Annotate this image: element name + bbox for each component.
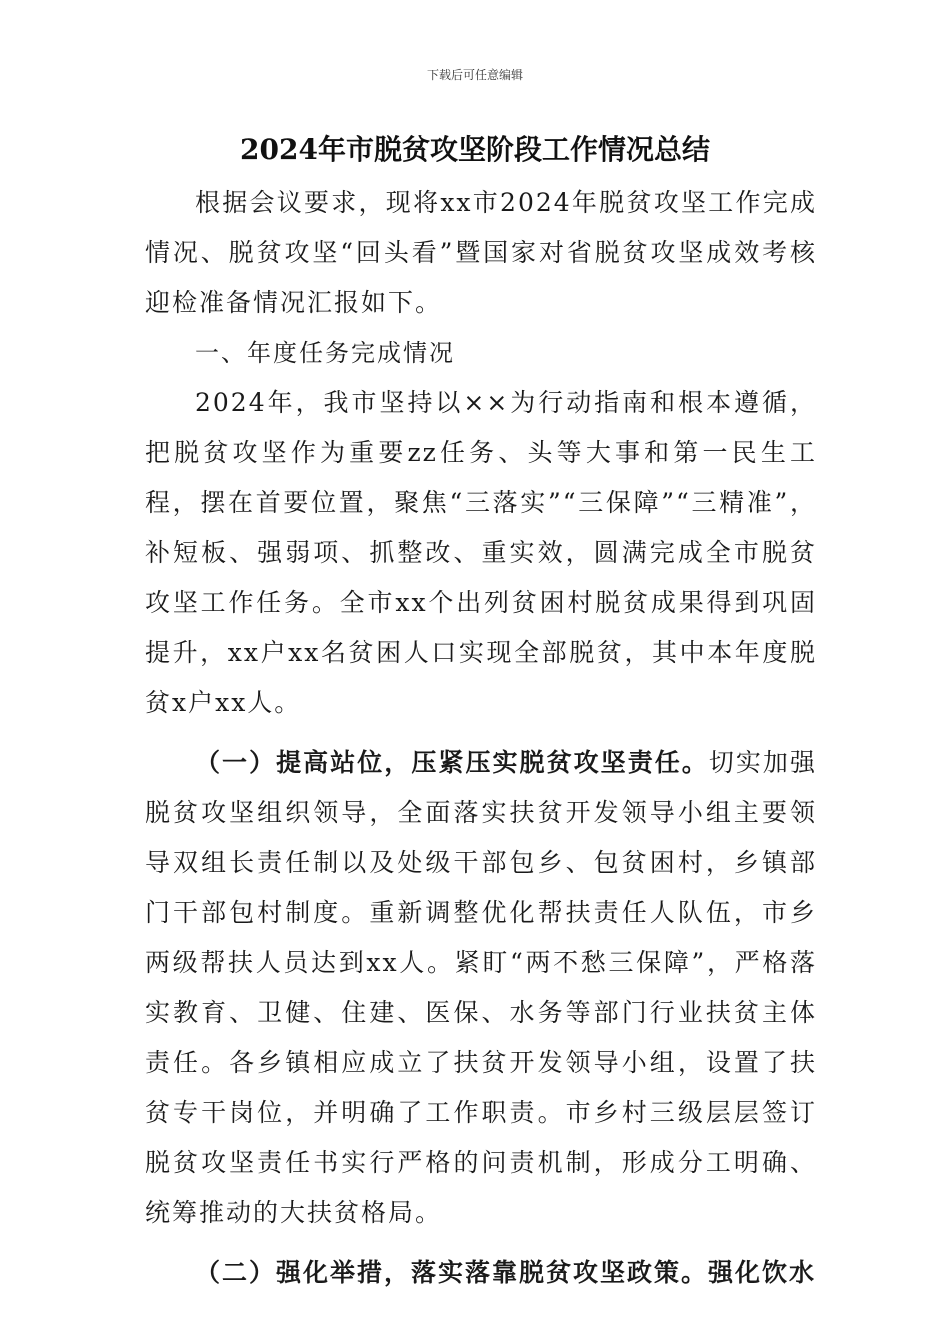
section-heading: 一、年度任务完成情况 [195,339,455,367]
subsection-lead-2: （二）强化举措，落实落靠脱贫攻坚政策。 [195,1258,709,1287]
subsection-paragraph-1 [145,738,817,1238]
subsection-text-2: 强化饮水 [708,1258,817,1287]
header-note: 下载后可任意编辑 [426,68,523,82]
intro-paragraph: 根据会议要求，现将xx市2024年脱贫攻坚工作完成情况、脱贫攻坚“回头看”暨国家对省脱贫攻坚成效考核迎检准备情况汇报如下。 [145,188,817,317]
section-paragraph: 2024年，我市坚持以××为行动指南和根本遵循，把脱贫攻坚作为重要zz任务、头等大事和第一民生工程，摆在首要位置，聚焦“三落实”“三保障”“三精准”，补短板、强弱项、抓整改、重实效，圆满完成全市脱贫攻坚工作任务。全市xx个出列贫困村脱贫成果得到巩固提升，xx户xx名贫困人口实现全部脱贫，其中本年度脱贫x户xx人。 [145,388,817,717]
subsection-paragraph-2 [145,1248,817,1298]
subsection-lead-1: （一）提高站位，压紧压实脱贫攻坚责任。 [195,748,709,777]
document-title: 2024年市脱贫攻坚阶段工作情况总结 [240,133,710,166]
subsection-text-1: 切实加强脱贫攻坚组织领导，全面落实扶贫开发领导小组主要领导双组长责任制以及处级干部包乡、包贫困村，乡镇部门干部包村制度。重新调整优化帮扶责任人队伍，市乡两级帮扶人员达到xx人。紧盯“两不愁三保障”，严格落实教育、卫健、住建、医保、水务等部门行业扶贫主体责任。各乡镇相应成立了扶贫开发领导小组，设置了扶贫专干岗位，并明确了工作职责。市乡村三级层层签订脱贫攻坚责任书实行严格的问责机制，形成分工明确、统筹推动的大扶贫格局。 [145,748,817,1227]
document-body [145,178,817,1298]
